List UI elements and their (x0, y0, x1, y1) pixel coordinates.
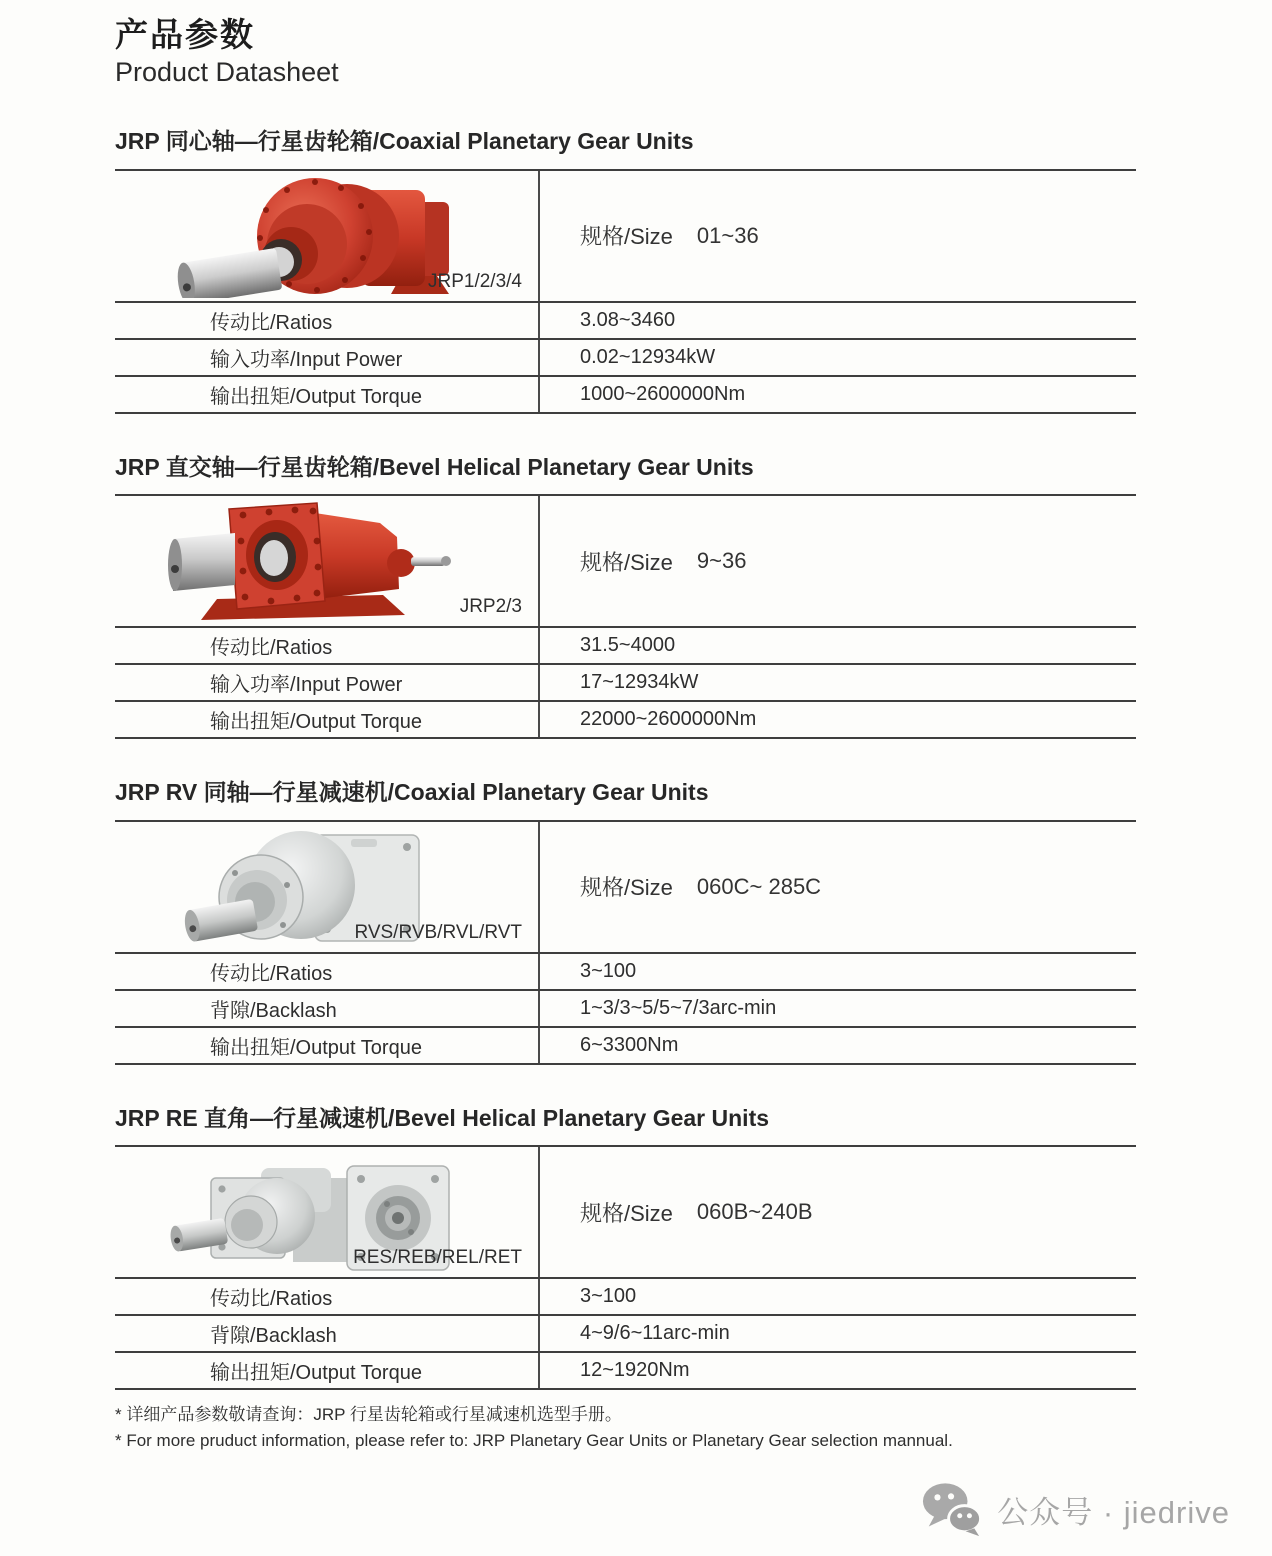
size-label: 规格/Size (580, 549, 673, 575)
footnote-en: * For more pruduct information, please refer to: JRP Planetary Gear Units or Planetary Gear selection mannual. (115, 1431, 953, 1451)
spec-value: 12~1920Nm (580, 1359, 690, 1382)
size-value: 060B~240B (696, 1199, 813, 1225)
product-image-cell (115, 496, 538, 626)
page-title-zh: 产品参数 (115, 16, 255, 53)
spec-value: 1000~2600000Nm (580, 382, 746, 405)
product-model-label: JRP2/3 (459, 596, 522, 618)
size-label: 规格/Size (580, 224, 673, 250)
watermark-text: 公众号 · jiedrive (997, 1494, 1230, 1530)
product-model-label: RES/REB/REL/RET (353, 1247, 522, 1269)
spec-value: 4~9/6~11arc-min (580, 1322, 730, 1345)
spec-table (115, 1145, 1136, 1390)
size-value: 9~36 (696, 548, 747, 574)
spec-value: 6~3300Nm (580, 1033, 679, 1056)
spec-label: 输出扭矩/Output Torque (210, 711, 422, 734)
wechat-icon (921, 1480, 983, 1538)
section-heading: JRP 直交轴—行星齿轮箱/Bevel Helical Planetary Gear Units (115, 453, 754, 480)
spec-row (115, 628, 1136, 665)
spec-label: 输出扭矩/Output Torque (210, 1036, 422, 1059)
footnotes (115, 1402, 1136, 1454)
spec-value: 22000~2600000Nm (580, 708, 757, 731)
image-row (115, 822, 1136, 954)
product-image-cell (115, 1147, 538, 1277)
size-label: 规格/Size (580, 875, 673, 901)
size-cell (538, 822, 1136, 952)
size-value: 060C~ 285C (696, 873, 822, 899)
footnote-zh: * 详细产品参数敬请查询：JRP 行星齿轮箱或行星减速机选型手册。 (115, 1405, 622, 1425)
spec-value: 3~100 (580, 959, 637, 982)
spec-table (115, 494, 1136, 739)
spec-label: 传动比/Ratios (210, 962, 333, 985)
spec-label: 输出扭矩/Output Torque (210, 1362, 422, 1385)
spec-table (115, 169, 1136, 414)
spec-label: 输入功率/Input Power (210, 674, 403, 697)
spec-row (115, 1028, 1136, 1065)
section-heading: JRP RE 直角—行星减速机/Bevel Helical Planetary Gear Units (115, 1104, 770, 1131)
wechat-watermark (921, 1480, 1230, 1538)
spec-value: 31.5~4000 (580, 634, 676, 657)
section-re-reducers (115, 1105, 1136, 1391)
section-rv-reducers (115, 779, 1136, 1065)
product-model-label: RVS/RVB/RVL/RVT (354, 921, 522, 943)
spec-value: 3.08~3460 (580, 308, 676, 331)
spec-value: 1~3/3~5/5~7/3arc-min (580, 996, 777, 1019)
size-cell (538, 1147, 1136, 1277)
spec-row (115, 377, 1136, 414)
spec-value: 0.02~12934kW (580, 345, 716, 368)
red-bevel-helical-planetary-gear-unit-image (165, 501, 465, 623)
section-coaxial-gear-units (115, 128, 1136, 414)
spec-label: 输入功率/Input Power (210, 348, 403, 371)
spec-row (115, 665, 1136, 702)
size-value: 01~36 (696, 222, 759, 248)
product-image-cell (115, 822, 538, 952)
image-row (115, 1147, 1136, 1279)
image-row (115, 496, 1136, 628)
spec-label: 传动比/Ratios (210, 637, 333, 660)
spec-label: 背隙/Backlash (210, 999, 337, 1022)
page-title-en: Product Datasheet (115, 56, 339, 87)
size-cell (538, 171, 1136, 301)
section-bevel-gear-units (115, 454, 1136, 740)
product-image-cell (115, 171, 538, 301)
spec-value: 17~12934kW (580, 671, 699, 694)
spec-row (115, 991, 1136, 1028)
spec-row (115, 954, 1136, 991)
spec-label: 背隙/Backlash (210, 1325, 337, 1348)
spec-row (115, 1279, 1136, 1316)
spec-label: 传动比/Ratios (210, 311, 333, 334)
spec-row (115, 1316, 1136, 1353)
spec-value: 3~100 (580, 1285, 637, 1308)
page-title (115, 16, 1136, 88)
section-heading: JRP 同心轴—行星齿轮箱/Coaxial Planetary Gear Units (115, 127, 694, 154)
spec-row (115, 340, 1136, 377)
spec-row (115, 303, 1136, 340)
spec-label: 输出扭矩/Output Torque (210, 385, 422, 408)
spec-table (115, 820, 1136, 1065)
image-row (115, 171, 1136, 303)
size-cell (538, 496, 1136, 626)
section-heading: JRP RV 同轴—行星减速机/Coaxial Planetary Gear Units (115, 779, 709, 806)
spec-label: 传动比/Ratios (210, 1288, 333, 1311)
spec-row (115, 1353, 1136, 1390)
size-label: 规格/Size (580, 1200, 673, 1226)
spec-row (115, 702, 1136, 739)
product-model-label: JRP1/2/3/4 (428, 270, 522, 292)
red-coaxial-planetary-gear-unit-image (165, 176, 465, 298)
